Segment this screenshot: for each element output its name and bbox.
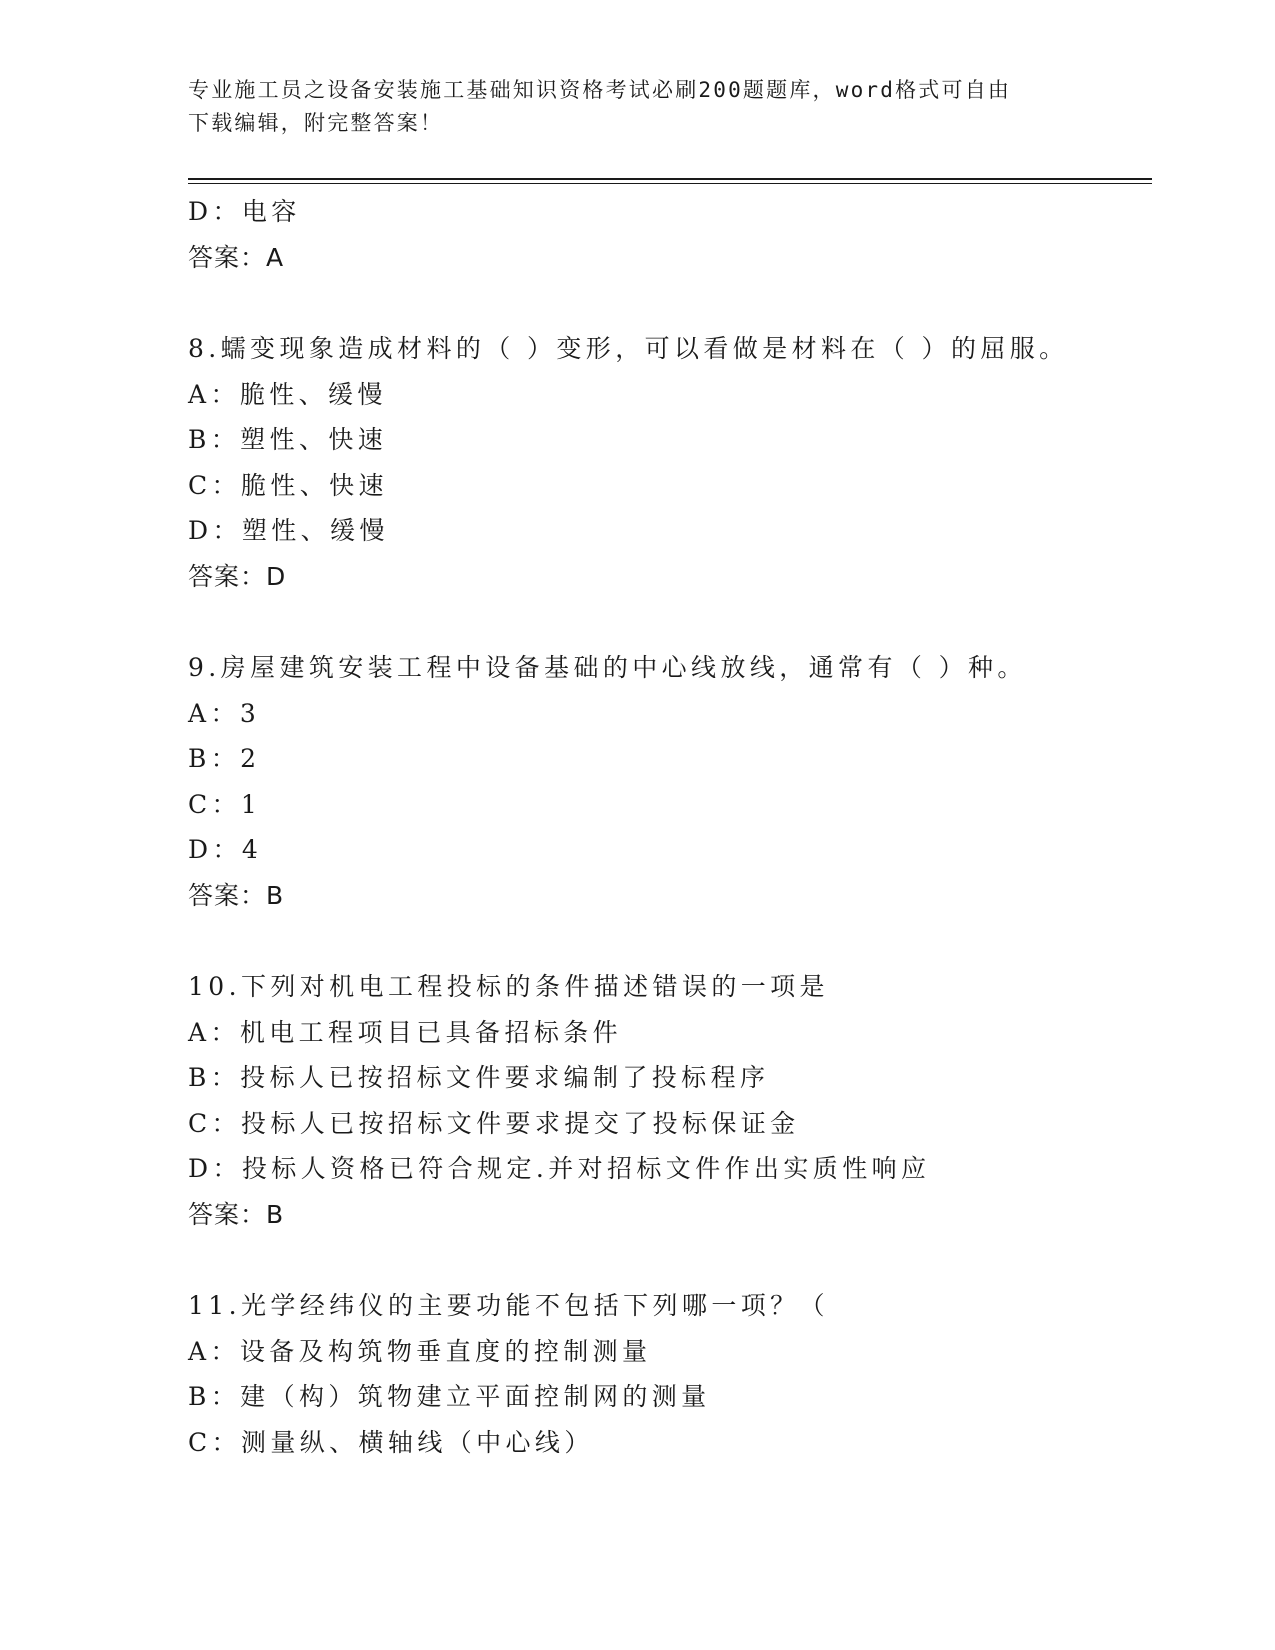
question-stem: 10.下列对机电工程投标的条件描述错误的一项是 [188,972,829,1001]
question-stem: 8.蠕变现象造成材料的（ ）变形，可以看做是材料在（ ）的屈服。 [188,334,1069,363]
question-stem: 9.房屋建筑安装工程中设备基础的中心线放线，通常有（ ）种。 [188,653,1027,682]
header-rule-thin [188,183,1152,184]
spacer [188,280,1152,326]
option-b: B：投标人已按招标文件要求编制了投标程序 [188,1063,770,1092]
answer: 答案：D [188,561,287,591]
spacer [188,599,1152,645]
answer: 答案：B [188,1199,285,1229]
option-a: A：设备及构筑物垂直度的控制测量 [188,1336,652,1366]
option-b: B：2 [188,744,261,773]
header-line-1: 专业施工员之设备安装施工基础知识资格考试必刷200题题库，word格式可自由 [188,78,1012,102]
option-c: C：测量纵、横轴线（中心线） [188,1427,594,1457]
page-header [188,74,1088,140]
question-8 [188,326,1152,599]
answer: 答案：A [188,242,285,272]
option-b: B：建（构）筑物建立平面控制网的测量 [188,1382,711,1411]
question-10 [188,964,1152,1237]
header-line-2: 下载编辑，附完整答案！ [188,111,444,135]
option-d: D：电容 [188,197,301,226]
option-d: D：投标人资格已符合规定.并对招标文件作出实质性响应 [188,1154,931,1183]
question-11 [188,1283,1152,1465]
option-c: C：脆性、快速 [188,470,388,500]
option-c: C：投标人已按招标文件要求提交了投标保证金 [188,1108,800,1138]
option-d: D：塑性、缓慢 [188,516,389,545]
spacer [188,918,1152,964]
question-fragment [188,189,1152,280]
header-rule-thick [188,178,1152,180]
question-9 [188,645,1152,918]
option-a: A：机电工程项目已具备招标条件 [188,1017,623,1047]
option-b: B：塑性、快速 [188,425,388,454]
question-list [188,189,1152,1465]
option-c: C：1 [188,789,262,819]
option-a: A：3 [188,698,261,728]
answer: 答案：B [188,880,285,910]
question-stem: 11.光学经纬仪的主要功能不包括下列哪一项？（ [188,1291,829,1320]
spacer [188,1237,1152,1283]
option-a: A：脆性、缓慢 [188,379,387,409]
option-d: D：4 [188,835,263,864]
